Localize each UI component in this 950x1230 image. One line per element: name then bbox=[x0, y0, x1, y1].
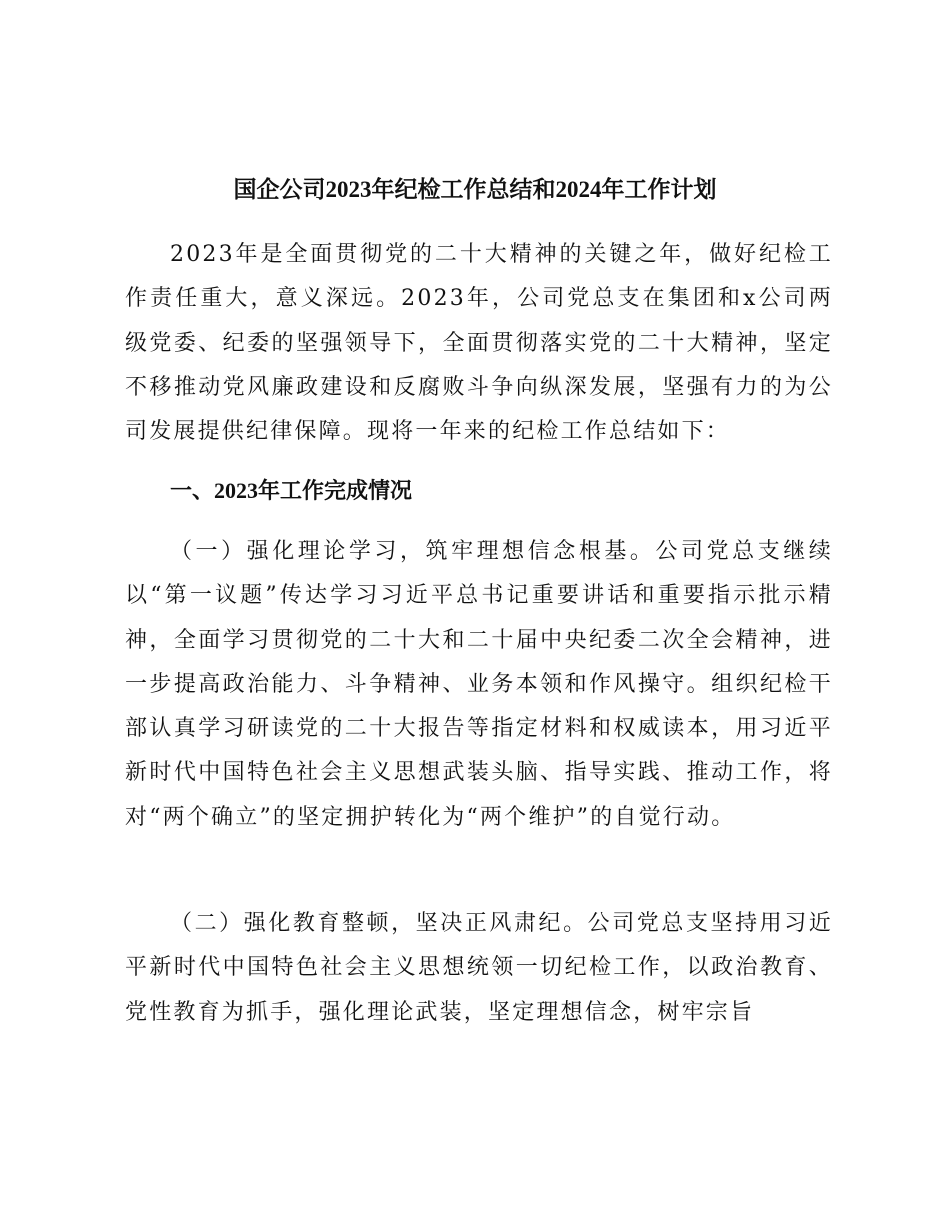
item-2-body: 公司党总支坚持用习近平新时代中国特色社会主义思想统领一切纪检工作，以政治教育、党性教育为抓手，强化理论武装，坚定理想信念，树牢宗旨 bbox=[125, 911, 833, 1025]
item-2-paragraph bbox=[125, 902, 833, 1035]
intro-paragraph: 2023年是全面贯彻党的二十大精神的关键之年，做好纪检工作责任重大，意义深远。2023年，公司党总支在集团和x公司两级党委、纪委的坚强领导下，全面贯彻落实党的二十大精神，坚定不移推动党风廉政建设和反腐败斗争向纵深发展，坚强有力的为公司发展提供纪律保障。现将一年来的纪检工作总结如下： bbox=[125, 242, 833, 445]
document-title: 国企公司2023年纪检工作总结和2024年工作计划 bbox=[233, 177, 717, 202]
item-1-lead: （一）强化理论学习，筑牢理想信念根基。 bbox=[170, 539, 656, 564]
item-2-lead: （二）强化教育整顿，坚决正风肃纪。 bbox=[170, 911, 588, 936]
section-heading-1: 一、2023年工作完成情况 bbox=[170, 478, 413, 503]
item-1-paragraph bbox=[125, 530, 833, 840]
item-1-body: 公司党总支继续以“第一议题”传达学习习近平总书记重要讲话和重要指示批示精神，全面学习贯彻党的二十大和二十届中央纪委二次全会精神，进一步提高政治能力、斗争精神、业务本领和作风操守。组织纪检干部认真学习研读党的二十大报告等指定材料和权威读本，用习近平新时代中国特色社会主义思想武装头脑、指导实践、推动工作，将对“两个确立”的坚定拥护转化为“两个维护”的自觉行动。 bbox=[125, 539, 833, 830]
